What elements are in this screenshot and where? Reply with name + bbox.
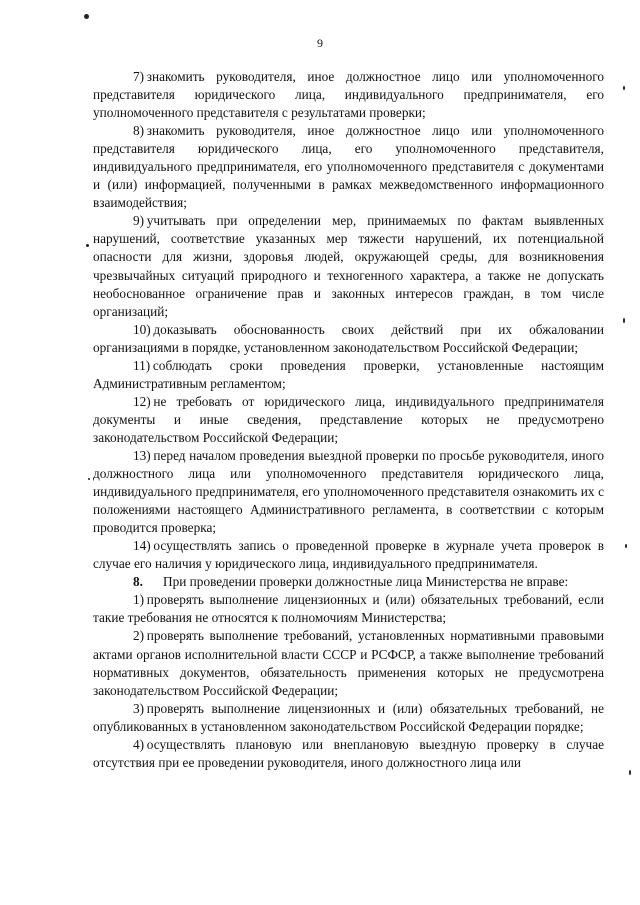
list-item	[93, 537, 604, 573]
scan-speck	[88, 478, 90, 480]
item-text: соблюдать сроки проведения проверки, установленные настоящим Административным регламентом;	[93, 357, 604, 391]
list-item	[93, 122, 604, 212]
scan-speck	[629, 770, 631, 775]
list-item	[93, 212, 604, 320]
list-item	[93, 357, 604, 393]
item-text: осуществлять запись о проведенной проверке в журнале учета проверок в случае его наличия у юридического лица, индивидуального предпринимателя.	[93, 538, 604, 572]
item-text: знакомить руководителя, иное должностное лицо или уполномоченного представителя юридического лица, индивидуального предпринимателя, его уполномоченного представителя с результатами проверки;	[93, 69, 604, 121]
scan-speck	[623, 318, 625, 323]
item-number: 13)	[133, 447, 151, 463]
item-number: 3)	[133, 700, 145, 716]
item-number: 14)	[133, 538, 151, 554]
scan-speck	[86, 244, 89, 247]
item-number: 8)	[133, 123, 145, 139]
item-number: 9)	[133, 213, 145, 229]
item-text: не требовать от юридического лица, индивидуального предпринимателя документы и иные сведения, представление которых не предусмотрено законодательством Российской Федерации;	[93, 393, 604, 445]
section-paragraph	[93, 573, 604, 591]
item-text: проверять выполнение лицензионных и (или) обязательных требований, не опубликованных в установленном законодательством Российской Федерации порядке;	[93, 700, 604, 734]
list-item	[93, 393, 604, 447]
document-body	[93, 68, 604, 772]
item-text: знакомить руководителя, иное должностное лицо или уполномоченного представителя юридического лица, его уполномоченного представителя, индивидуального предпринимателя, его уполномоченного представителя с документами и (или) информацией, полученными в рамках межведомственного информационного взаимодействия;	[93, 123, 604, 211]
list-item	[93, 447, 604, 537]
item-number: 4)	[133, 736, 145, 752]
scan-speck	[623, 86, 625, 90]
item-text: проверять выполнение лицензионных и (или) обязательных требований, если такие требования не относятся к полномочиям Министерства;	[93, 592, 604, 626]
scan-speck	[625, 544, 627, 548]
item-number: 7)	[133, 69, 145, 84]
scan-speck	[84, 14, 89, 19]
list-item	[93, 700, 604, 736]
list-item	[93, 591, 604, 627]
item-number: 2)	[133, 628, 145, 644]
list-item	[93, 321, 604, 357]
list-item	[93, 627, 604, 699]
item-text: При проведении проверки должностные лица Министерства не вправе:	[162, 574, 569, 590]
item-number: 1)	[133, 592, 145, 608]
item-number: 11)	[133, 357, 151, 373]
item-text: проверять выполнение требований, установленных нормативными правовыми актами органов исполнительной власти СССР и РСФСР, а также выполнение требований нормативных документов, обязательность применения которых не предусмотрена законодательством Российской Федерации;	[93, 628, 604, 698]
list-item	[93, 68, 604, 122]
item-text: перед началом проведения выездной проверки по просьбе руководителя, иного должностного лица или уполномоченного представителя юридического лица, индивидуального предпринимателя, его уполномоченного представителя ознакомить их с положениями настоящего Административного регламента, в соответствии с которым проводится проверка;	[93, 447, 604, 536]
item-number: 12)	[133, 393, 151, 409]
item-text: учитывать при определении мер, принимаемых по фактам выявленных нарушений, соответствие указанных мер тяжести нарушений, их потенциальной опасности для жизни, здоровья людей, окружающей среды, для возникновения чрезвычайных ситуаций природного и техногенного характера, а также не допускать необоснованное ограничение прав и законных интересов граждан, в том числе организаций;	[93, 213, 604, 319]
list-item	[93, 736, 604, 772]
item-number: 8.	[133, 574, 143, 590]
item-text: доказывать обоснованность своих действий при их обжаловании организациями в порядке, установленном законодательством Российской Федерации;	[93, 321, 604, 355]
item-text: осуществлять плановую или внеплановую выездную проверку в случае отсутствия при ее проведении руководителя, иного должностного лица или	[93, 736, 604, 770]
page-number: 9	[317, 36, 323, 50]
item-number: 10)	[133, 321, 151, 337]
